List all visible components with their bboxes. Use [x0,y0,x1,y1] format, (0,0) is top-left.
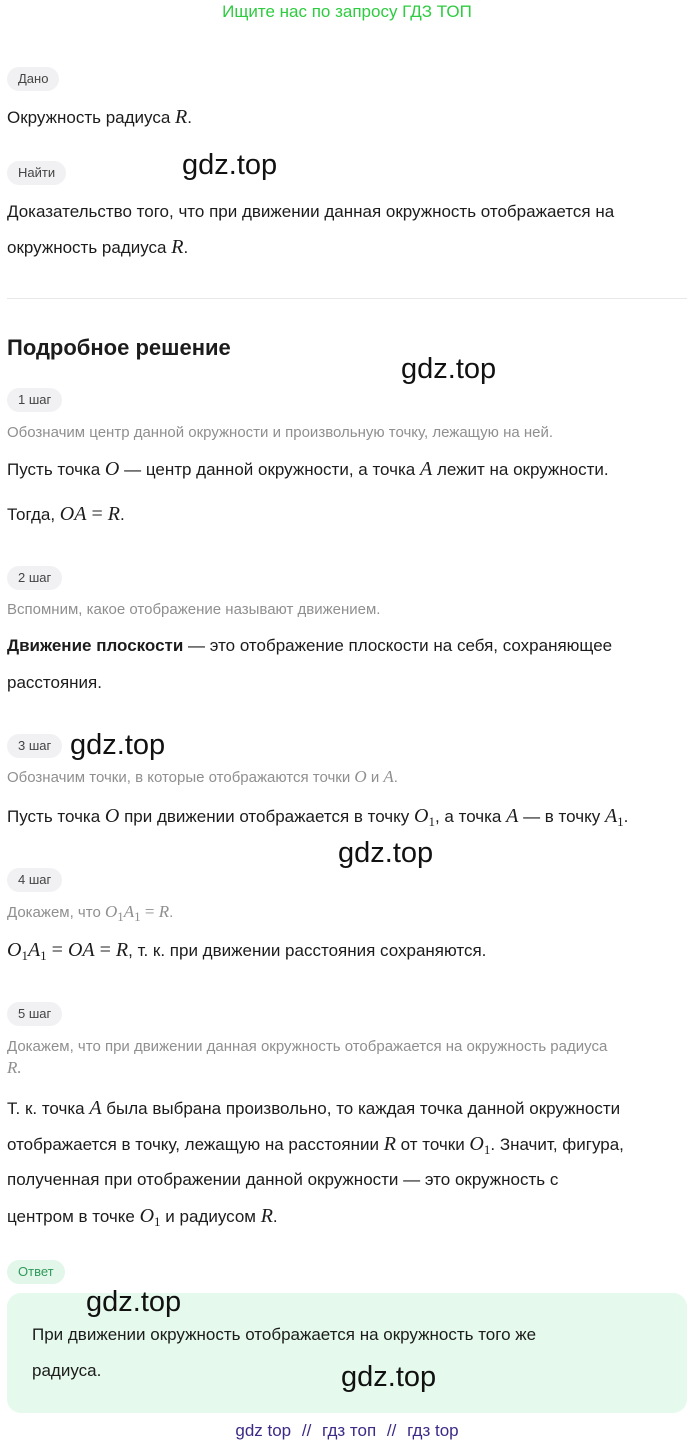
step5-l1-t2: была выбрана произвольно, то каждая точка данной окружности [101,1099,621,1118]
find-var: R [171,236,184,258]
step5-l2-t2: от точки [395,1135,470,1154]
step1-v1: O [104,458,120,480]
step1-t1: Пусть точка [7,460,105,479]
step3-v4 [605,805,624,827]
step5-l2-t1: отображается в точку, лежащую на расстоянии [7,1135,384,1154]
step3-h-v2: A [383,767,394,786]
step1-line1 [7,458,609,481]
step1-t3: лежит на окружности. [432,460,609,479]
step5-l2-s2: 1 [483,1142,491,1157]
step5-line4 [7,1205,278,1228]
step3-t1: Пусть точка [7,807,105,826]
step5-hint-var: R. [7,1058,22,1077]
step4-v4: R [115,939,129,961]
search-banner: Ищите нас по запросу ГДЗ ТОП [222,2,472,21]
find-label: Найти [7,161,66,185]
watermark: gdz.top [86,1286,182,1318]
step5-l4-v1: O [139,1205,155,1227]
watermark: gdz.top [182,149,278,181]
answer-line1: При движении окружность отображается на окружность того же [32,1325,537,1344]
step2-label: 2 шаг [7,566,62,590]
answer-line2: радиуса. [32,1361,102,1380]
watermark: gdz.top [341,1361,437,1393]
step5-label: 5 шаг [7,1002,62,1026]
answer-label: Ответ [7,1260,65,1284]
divider [7,298,687,299]
step5-line2 [7,1133,624,1156]
watermark: gdz.top [338,837,434,869]
footer-separator: // [386,1421,397,1440]
step1-hint: Обозначим центр данной окружности и произвольную точку, лежащую на ней. [7,424,554,441]
step5-l1-v1: A [89,1097,102,1119]
step4-line1 [7,939,486,962]
step3-h-v1: O [354,767,367,786]
step3-line1 [7,805,628,828]
given-text-before: Окружность радиуса [7,108,176,127]
step1-label: 1 шаг [7,388,62,412]
watermark: gdz.top [401,353,497,385]
given-label: Дано [7,67,59,91]
find-line1: Доказательство того, что при движении данная окружность отображается на [7,202,615,221]
step1-l2-math: OA [59,503,87,525]
step3-h-t2: и [366,769,384,786]
step1-l2-eq: = [86,503,108,525]
step3-t5: . [623,807,629,826]
step4-h-s1: 1 [117,909,124,924]
step4-v1: O [7,939,22,961]
step5-l4-t3: . [272,1207,278,1226]
step4-h-t2: . [169,904,174,921]
step1-l2-t1: Тогда, [7,505,60,524]
step4-h-v1: O [104,902,118,921]
step5-l4-t2: и радиусом [160,1207,261,1226]
step5-line3: полученная при отображении данной окружности — это окружность с [7,1170,559,1189]
step4-v3: OA [67,939,95,961]
footer-link-gdz-top[interactable]: gdz top [235,1421,292,1440]
given-var: R [175,106,188,128]
step3-v3: A [506,805,519,827]
step2-line2: расстояния. [7,673,102,692]
step1-l2-t2: . [119,505,125,524]
step1-l2-v: R [107,503,120,525]
footer-link-gdz-top-ru[interactable]: гдз топ [322,1421,377,1440]
step5-l1-t1: Т. к. точка [7,1099,90,1118]
find-line2-before: окружность радиуса [7,238,172,257]
step3-t2: при движении отображается в точку [119,807,415,826]
step4-h-t1: Докажем, что [7,904,105,921]
step4-eq1: = [46,939,68,961]
step4-v2: A [27,939,41,961]
step5-hint-line2 [7,1058,22,1078]
step5-l4-t1: центром в точке [7,1207,140,1226]
step4-eq2: = [94,939,116,961]
step3-v2 [414,805,435,827]
step4-h-v2: A [123,902,135,921]
step5-l2-t3: . Значит, фигура, [490,1135,624,1154]
step3-v2-sub: 1 [428,814,435,829]
find-line2-after: . [183,238,189,257]
step4-h-v3: R [158,902,170,921]
solution-title: Подробное решение [7,335,231,360]
step5-l4-v2: R [260,1205,273,1227]
step3-h-t3: . [393,769,398,786]
step3-v1: O [104,805,120,827]
step3-v4-sub: 1 [617,814,624,829]
step1-line2 [7,503,125,526]
given-text [7,106,192,129]
footer-link-gdz-top-mixed[interactable]: гдз top [407,1421,459,1440]
footer-separator: // [301,1421,312,1440]
step3-t4: — в точку [518,807,605,826]
watermark: gdz.top [70,729,166,761]
step5-l4-s1: 1 [154,1214,161,1229]
step4-hint [7,902,173,922]
step4-t1: , т. к. при движении расстояния сохраняются. [128,941,487,960]
step3-label: 3 шаг [7,734,62,758]
step4-h-eq: = [140,902,159,921]
step4-label: 4 шаг [7,868,62,892]
step3-v4-base: A [604,805,618,827]
step4-h-s2: 1 [134,909,141,924]
step2-bold: Движение плоскости [7,636,184,655]
given-text-after: . [187,108,192,127]
step2-line1 [7,636,612,656]
step2-hint: Вспомним, какое отображение называют движением. [7,601,381,618]
step5-l2-v1: R [383,1133,396,1155]
step1-t2: — центр данной окружности, а точка [119,460,420,479]
find-line2 [7,236,188,259]
step3-v2-base: O [414,805,429,827]
step3-h-t1: Обозначим точки, в которые отображаются точки [7,769,355,786]
step4-s1: 1 [21,948,28,963]
step4-s2: 1 [40,948,47,963]
footer-links [0,1421,694,1441]
step3-t3: , а точка [434,807,507,826]
step3-hint [7,767,398,787]
step5-line1 [7,1097,620,1120]
step5-hint-line1: Докажем, что при движении данная окружность отображается на окружность радиуса [7,1038,608,1055]
step1-v2: A [420,458,433,480]
step2-rest: — это отображение плоскости на себя, сохраняющее [183,636,613,655]
step5-l2-v2: O [469,1133,484,1155]
